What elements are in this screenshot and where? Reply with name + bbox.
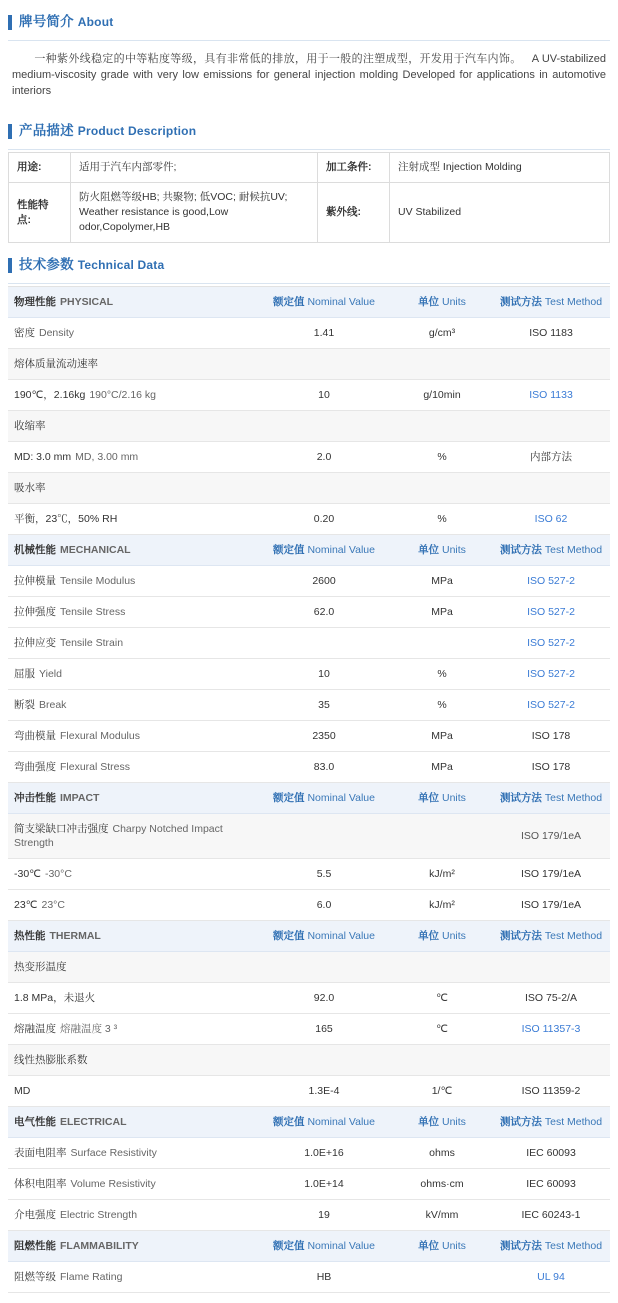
property-name-en: Charpy Notched Impact Strength [14, 823, 223, 849]
test-method-link[interactable]: ISO 11357-3 [521, 1023, 581, 1035]
property-name-en: Flexural Stress [60, 761, 131, 773]
column-header-units: 单位 Units [392, 535, 492, 566]
property-name-cell [8, 921, 256, 952]
property-name-cn: 体积电阻率 [14, 1178, 67, 1190]
property-value-cell [256, 473, 392, 504]
property-name-cn: 熔体质量流动速率 [14, 358, 98, 370]
table-row [8, 859, 610, 890]
property-method-cell[interactable] [492, 504, 610, 535]
test-method-link[interactable]: ISO 527-2 [527, 699, 575, 711]
section-title-technical [19, 257, 164, 273]
property-value-cell: 1.3E-4 [256, 1076, 392, 1107]
property-name-cell [8, 859, 256, 890]
property-value-cell: 35 [256, 690, 392, 721]
property-method-cell: ISO 179/1eA [492, 890, 610, 921]
property-value-cell: 1.0E+16 [256, 1138, 392, 1169]
table-row [8, 628, 610, 659]
property-unit-cell: g/10min [392, 380, 492, 411]
property-method-cell [492, 952, 610, 983]
column-header-nominal: 额定值 Nominal Value [256, 1231, 392, 1262]
property-name-cn: 190℃，2.16kg [14, 389, 86, 401]
table-group-row [8, 921, 610, 952]
table-row [8, 1169, 610, 1200]
table-row [8, 442, 610, 473]
property-method-cell: 内部方法 [492, 442, 610, 473]
property-name-cn: 阻燃等级 [14, 1271, 56, 1283]
desc-value-usage: 适用于汽车内部零件; [71, 153, 318, 183]
property-unit-cell: ohms [392, 1138, 492, 1169]
property-name-cell [8, 628, 256, 659]
property-method-cell[interactable] [492, 1014, 610, 1045]
property-unit-cell: ℃ [392, 983, 492, 1014]
section-title-technical-en: Technical Data [77, 258, 165, 272]
property-name-cn: MD: 3.0 mm [14, 451, 72, 463]
divider-description [8, 149, 610, 150]
property-method-cell: ISO 179/1eA [492, 859, 610, 890]
desc-value-processing: 注射成型 Injection Molding [390, 153, 610, 183]
property-method-cell: IEC 60093 [492, 1138, 610, 1169]
table-row [8, 1076, 610, 1107]
property-unit-cell [392, 1045, 492, 1076]
about-text-cn: 一种紫外线稳定的中等粘度等级，具有非常低的排放，用于一般的注塑成型，开发用于汽车内饰。 [34, 53, 522, 65]
property-method-cell[interactable] [492, 690, 610, 721]
property-name-cn: MD [14, 1085, 31, 1097]
property-name-cn: 吸水率 [14, 482, 46, 494]
property-method-cell [492, 411, 610, 442]
property-unit-cell: kJ/m² [392, 859, 492, 890]
property-value-cell: 5.5 [256, 859, 392, 890]
table-group-row [8, 1231, 610, 1262]
property-name-cn: 拉伸模量 [14, 575, 56, 587]
property-value-cell: HB [256, 1262, 392, 1293]
test-method-link[interactable]: ISO 527-2 [527, 606, 575, 618]
property-name-cn: 拉伸强度 [14, 606, 56, 618]
property-name-en: MD, 3.00 mm [75, 451, 139, 463]
test-method-link[interactable]: ISO 527-2 [527, 575, 575, 587]
property-method-cell[interactable] [492, 566, 610, 597]
property-name-cell [8, 1169, 256, 1200]
property-name-cell [8, 983, 256, 1014]
property-name-cn: 电气性能 [14, 1116, 56, 1128]
column-header-units: 单位 Units [392, 1231, 492, 1262]
desc-key-uv: 紫外线: [318, 183, 390, 243]
property-value-cell [256, 814, 392, 859]
property-unit-cell: MPa [392, 597, 492, 628]
property-name-en: -30°C [44, 868, 72, 880]
column-header-method: 测试方法 Test Method [492, 287, 610, 318]
property-method-cell: ISO 11359-2 [492, 1076, 610, 1107]
table-row [8, 566, 610, 597]
property-unit-cell: % [392, 659, 492, 690]
property-name-cn: 熔融温度 [14, 1023, 56, 1035]
section-header-about [8, 10, 610, 34]
property-unit-cell: MPa [392, 721, 492, 752]
column-header-method: 测试方法 Test Method [492, 535, 610, 566]
property-name-cell [8, 566, 256, 597]
property-name-cell [8, 721, 256, 752]
property-value-cell: 92.0 [256, 983, 392, 1014]
property-name-cell [8, 1076, 256, 1107]
property-name-cell [8, 504, 256, 535]
column-header-units: 单位 Units [392, 1107, 492, 1138]
column-header-method: 测试方法 Test Method [492, 921, 610, 952]
divider-technical [8, 283, 610, 284]
property-name-cn: 阻燃性能 [14, 1240, 56, 1252]
property-name-cell [8, 952, 256, 983]
property-value-cell: 165 [256, 1014, 392, 1045]
property-name-en: Surface Resistivity [70, 1147, 157, 1159]
property-name-cn: 平衡，23℃，50% RH [14, 513, 118, 525]
table-group-row [8, 287, 610, 318]
about-text-en: A UV-stabilized medium-viscosity grade with very low emissions for general injection molding Developed for applications in automotive interiors [12, 53, 607, 97]
property-name-cell [8, 690, 256, 721]
property-unit-cell: ℃ [392, 1014, 492, 1045]
property-name-cn: 23℃ [14, 899, 38, 911]
property-name-cell [8, 659, 256, 690]
property-name-cell [8, 287, 256, 318]
property-method-cell[interactable] [492, 628, 610, 659]
property-method-cell: IEC 60093 [492, 1169, 610, 1200]
property-unit-cell: kV/mm [392, 1200, 492, 1231]
property-name-cn: 机械性能 [14, 544, 56, 556]
section-header-technical [8, 253, 610, 277]
table-row [9, 183, 610, 243]
property-name-cell [8, 442, 256, 473]
table-row [8, 349, 610, 380]
property-name-cn: 介电强度 [14, 1209, 56, 1221]
property-value-cell: 2350 [256, 721, 392, 752]
property-name-cell [8, 473, 256, 504]
test-method-link[interactable]: UL 94 [537, 1271, 565, 1283]
section-header-description [8, 119, 610, 143]
property-value-cell: 19 [256, 1200, 392, 1231]
table-row [8, 983, 610, 1014]
table-row [8, 752, 610, 783]
table-group-row [8, 1107, 610, 1138]
section-title-about-en: About [77, 15, 114, 29]
table-row [8, 1014, 610, 1045]
column-header-method: 测试方法 Test Method [492, 1107, 610, 1138]
about-paragraph [8, 43, 610, 109]
section-title-about-cn: 牌号简介 [19, 14, 74, 29]
property-value-cell: 2600 [256, 566, 392, 597]
column-header-method: 测试方法 Test Method [492, 783, 610, 814]
property-unit-cell: ohms·cm [392, 1169, 492, 1200]
property-name-cell [8, 380, 256, 411]
property-unit-cell [392, 952, 492, 983]
property-value-cell: 1.0E+14 [256, 1169, 392, 1200]
property-method-cell: ISO 75-2/A [492, 983, 610, 1014]
property-name-cn: 弯曲强度 [14, 761, 56, 773]
section-title-technical-cn: 技术参数 [19, 257, 74, 272]
column-header-nominal: 额定值 Nominal Value [256, 287, 392, 318]
property-name-cell [8, 1107, 256, 1138]
property-value-cell [256, 952, 392, 983]
desc-value-features: 防火阻燃等级HB; 共聚物; 低VOC; 耐候抗UV; Weather resistance is good,Low odor,Copolymer,HB [71, 183, 318, 243]
property-name-cn: 热性能 [14, 930, 46, 942]
table-row [8, 1262, 610, 1293]
table-row [8, 597, 610, 628]
property-unit-cell: % [392, 442, 492, 473]
property-method-cell[interactable] [492, 1262, 610, 1293]
accent-bar-icon [8, 258, 12, 273]
table-group-row [8, 535, 610, 566]
property-name-cn: 断裂 [14, 699, 35, 711]
property-name-cn: 收缩率 [14, 420, 46, 432]
property-unit-cell: MPa [392, 752, 492, 783]
property-name-en: 23°C [41, 899, 65, 911]
desc-key-processing: 加工条件: [318, 153, 390, 183]
property-name-en: PHYSICAL [60, 296, 114, 308]
desc-value-uv: UV Stabilized [390, 183, 610, 243]
property-value-cell: 6.0 [256, 890, 392, 921]
column-header-nominal: 额定值 Nominal Value [256, 783, 392, 814]
property-name-en: Volume Resistivity [70, 1178, 156, 1190]
table-row [8, 318, 610, 349]
property-name-cell [8, 535, 256, 566]
property-value-cell [256, 628, 392, 659]
technical-data-table [8, 286, 610, 1293]
column-header-nominal: 额定值 Nominal Value [256, 535, 392, 566]
table-row [8, 952, 610, 983]
property-value-cell: 2.0 [256, 442, 392, 473]
property-name-cell [8, 1231, 256, 1262]
property-name-cn: 简支梁缺口冲击强度 [14, 823, 109, 835]
datasheet-page [0, 10, 618, 1303]
property-unit-cell: % [392, 504, 492, 535]
property-method-cell: ISO 179/1eA [492, 814, 610, 859]
property-name-en: Tensile Stress [60, 606, 126, 618]
table-row [8, 814, 610, 859]
property-unit-cell: 1/℃ [392, 1076, 492, 1107]
property-value-cell: 62.0 [256, 597, 392, 628]
property-method-cell[interactable] [492, 659, 610, 690]
divider-about [8, 40, 610, 41]
column-header-units: 单位 Units [392, 921, 492, 952]
property-name-cn: 热变形温度 [14, 961, 67, 973]
test-method-link[interactable]: ISO 62 [534, 513, 568, 525]
property-unit-cell: g/cm³ [392, 318, 492, 349]
property-method-cell: ISO 178 [492, 721, 610, 752]
property-name-en: FLAMMABILITY [60, 1240, 139, 1252]
table-row [8, 890, 610, 921]
property-name-en: Electric Strength [60, 1209, 138, 1221]
property-unit-cell [392, 1262, 492, 1293]
property-unit-cell [392, 628, 492, 659]
property-method-cell [492, 349, 610, 380]
property-name-en: Tensile Modulus [60, 575, 136, 587]
property-unit-cell [392, 349, 492, 380]
property-name-en: Yield [39, 668, 62, 680]
property-name-en: THERMAL [49, 930, 101, 942]
property-method-cell: ISO 1183 [492, 318, 610, 349]
table-row [8, 380, 610, 411]
table-row [8, 411, 610, 442]
section-title-description-en: Product Description [77, 124, 197, 138]
table-row [8, 1200, 610, 1231]
table-row [8, 504, 610, 535]
property-value-cell: 10 [256, 659, 392, 690]
property-name-cell [8, 318, 256, 349]
property-value-cell: 1.41 [256, 318, 392, 349]
column-header-method: 测试方法 Test Method [492, 1231, 610, 1262]
property-name-cell [8, 1262, 256, 1293]
property-unit-cell [392, 411, 492, 442]
property-name-cell [8, 1138, 256, 1169]
property-method-cell: ISO 178 [492, 752, 610, 783]
property-name-cn: 屈服 [14, 668, 35, 680]
property-value-cell [256, 411, 392, 442]
property-name-en: ELECTRICAL [60, 1116, 127, 1128]
property-method-cell [492, 473, 610, 504]
property-name-cn: 线性热膨胀系数 [14, 1054, 88, 1066]
property-name-en: 熔融温度 3 ³ [60, 1023, 118, 1035]
property-unit-cell [392, 814, 492, 859]
table-group-row [8, 783, 610, 814]
property-method-cell: IEC 60243-1 [492, 1200, 610, 1231]
property-name-en: Density [39, 327, 75, 339]
property-name-cell [8, 752, 256, 783]
property-unit-cell: MPa [392, 566, 492, 597]
table-row [8, 473, 610, 504]
property-unit-cell: kJ/m² [392, 890, 492, 921]
property-name-cn: 物理性能 [14, 296, 56, 308]
property-name-cell [8, 597, 256, 628]
property-value-cell [256, 349, 392, 380]
column-header-units: 单位 Units [392, 783, 492, 814]
property-name-en: 190°C/2.16 kg [89, 389, 157, 401]
property-method-cell[interactable] [492, 597, 610, 628]
property-name-cell [8, 890, 256, 921]
property-value-cell [256, 1045, 392, 1076]
accent-bar-icon [8, 15, 12, 30]
property-method-cell [492, 1045, 610, 1076]
property-value-cell: 10 [256, 380, 392, 411]
test-method-link[interactable]: ISO 1133 [529, 389, 573, 401]
property-name-cn: 表面电阻率 [14, 1147, 67, 1159]
section-title-about [19, 14, 113, 30]
desc-key-features: 性能特点: [9, 183, 71, 243]
property-name-cn: 密度 [14, 327, 35, 339]
property-name-cell [8, 349, 256, 380]
test-method-link[interactable]: ISO 527-2 [527, 668, 575, 680]
column-header-nominal: 额定值 Nominal Value [256, 921, 392, 952]
property-unit-cell: % [392, 690, 492, 721]
property-name-cell [8, 1014, 256, 1045]
property-name-en: Tensile Strain [60, 637, 124, 649]
property-name-en: Break [39, 699, 67, 711]
property-name-cell [8, 1045, 256, 1076]
section-title-description-cn: 产品描述 [19, 123, 74, 138]
table-row [8, 1045, 610, 1076]
test-method-link[interactable]: ISO 527-2 [527, 637, 575, 649]
property-value-cell: 0.20 [256, 504, 392, 535]
property-name-cn: 拉伸应变 [14, 637, 56, 649]
property-unit-cell [392, 473, 492, 504]
property-name-cn: 冲击性能 [14, 792, 56, 804]
table-row [8, 690, 610, 721]
property-name-cn: -30℃ [14, 868, 41, 880]
property-name-cell [8, 411, 256, 442]
column-header-units: 单位 Units [392, 287, 492, 318]
table-row [8, 1138, 610, 1169]
property-method-cell[interactable] [492, 380, 610, 411]
property-name-cn: 1.8 MPa，未退火 [14, 992, 96, 1004]
desc-key-usage: 用途: [9, 153, 71, 183]
property-name-en: Flexural Modulus [60, 730, 140, 742]
table-row [8, 659, 610, 690]
property-name-en: IMPACT [60, 792, 100, 804]
property-name-en: Flame Rating [60, 1271, 123, 1283]
property-name-cell [8, 814, 256, 859]
property-name-cell [8, 783, 256, 814]
property-name-en: MECHANICAL [60, 544, 131, 556]
section-title-description [19, 123, 196, 139]
accent-bar-icon [8, 124, 12, 139]
column-header-nominal: 额定值 Nominal Value [256, 1107, 392, 1138]
property-name-cn: 弯曲模量 [14, 730, 56, 742]
product-description-table [8, 152, 610, 243]
table-row [9, 153, 610, 183]
table-row [8, 721, 610, 752]
property-value-cell: 83.0 [256, 752, 392, 783]
property-name-cell [8, 1200, 256, 1231]
